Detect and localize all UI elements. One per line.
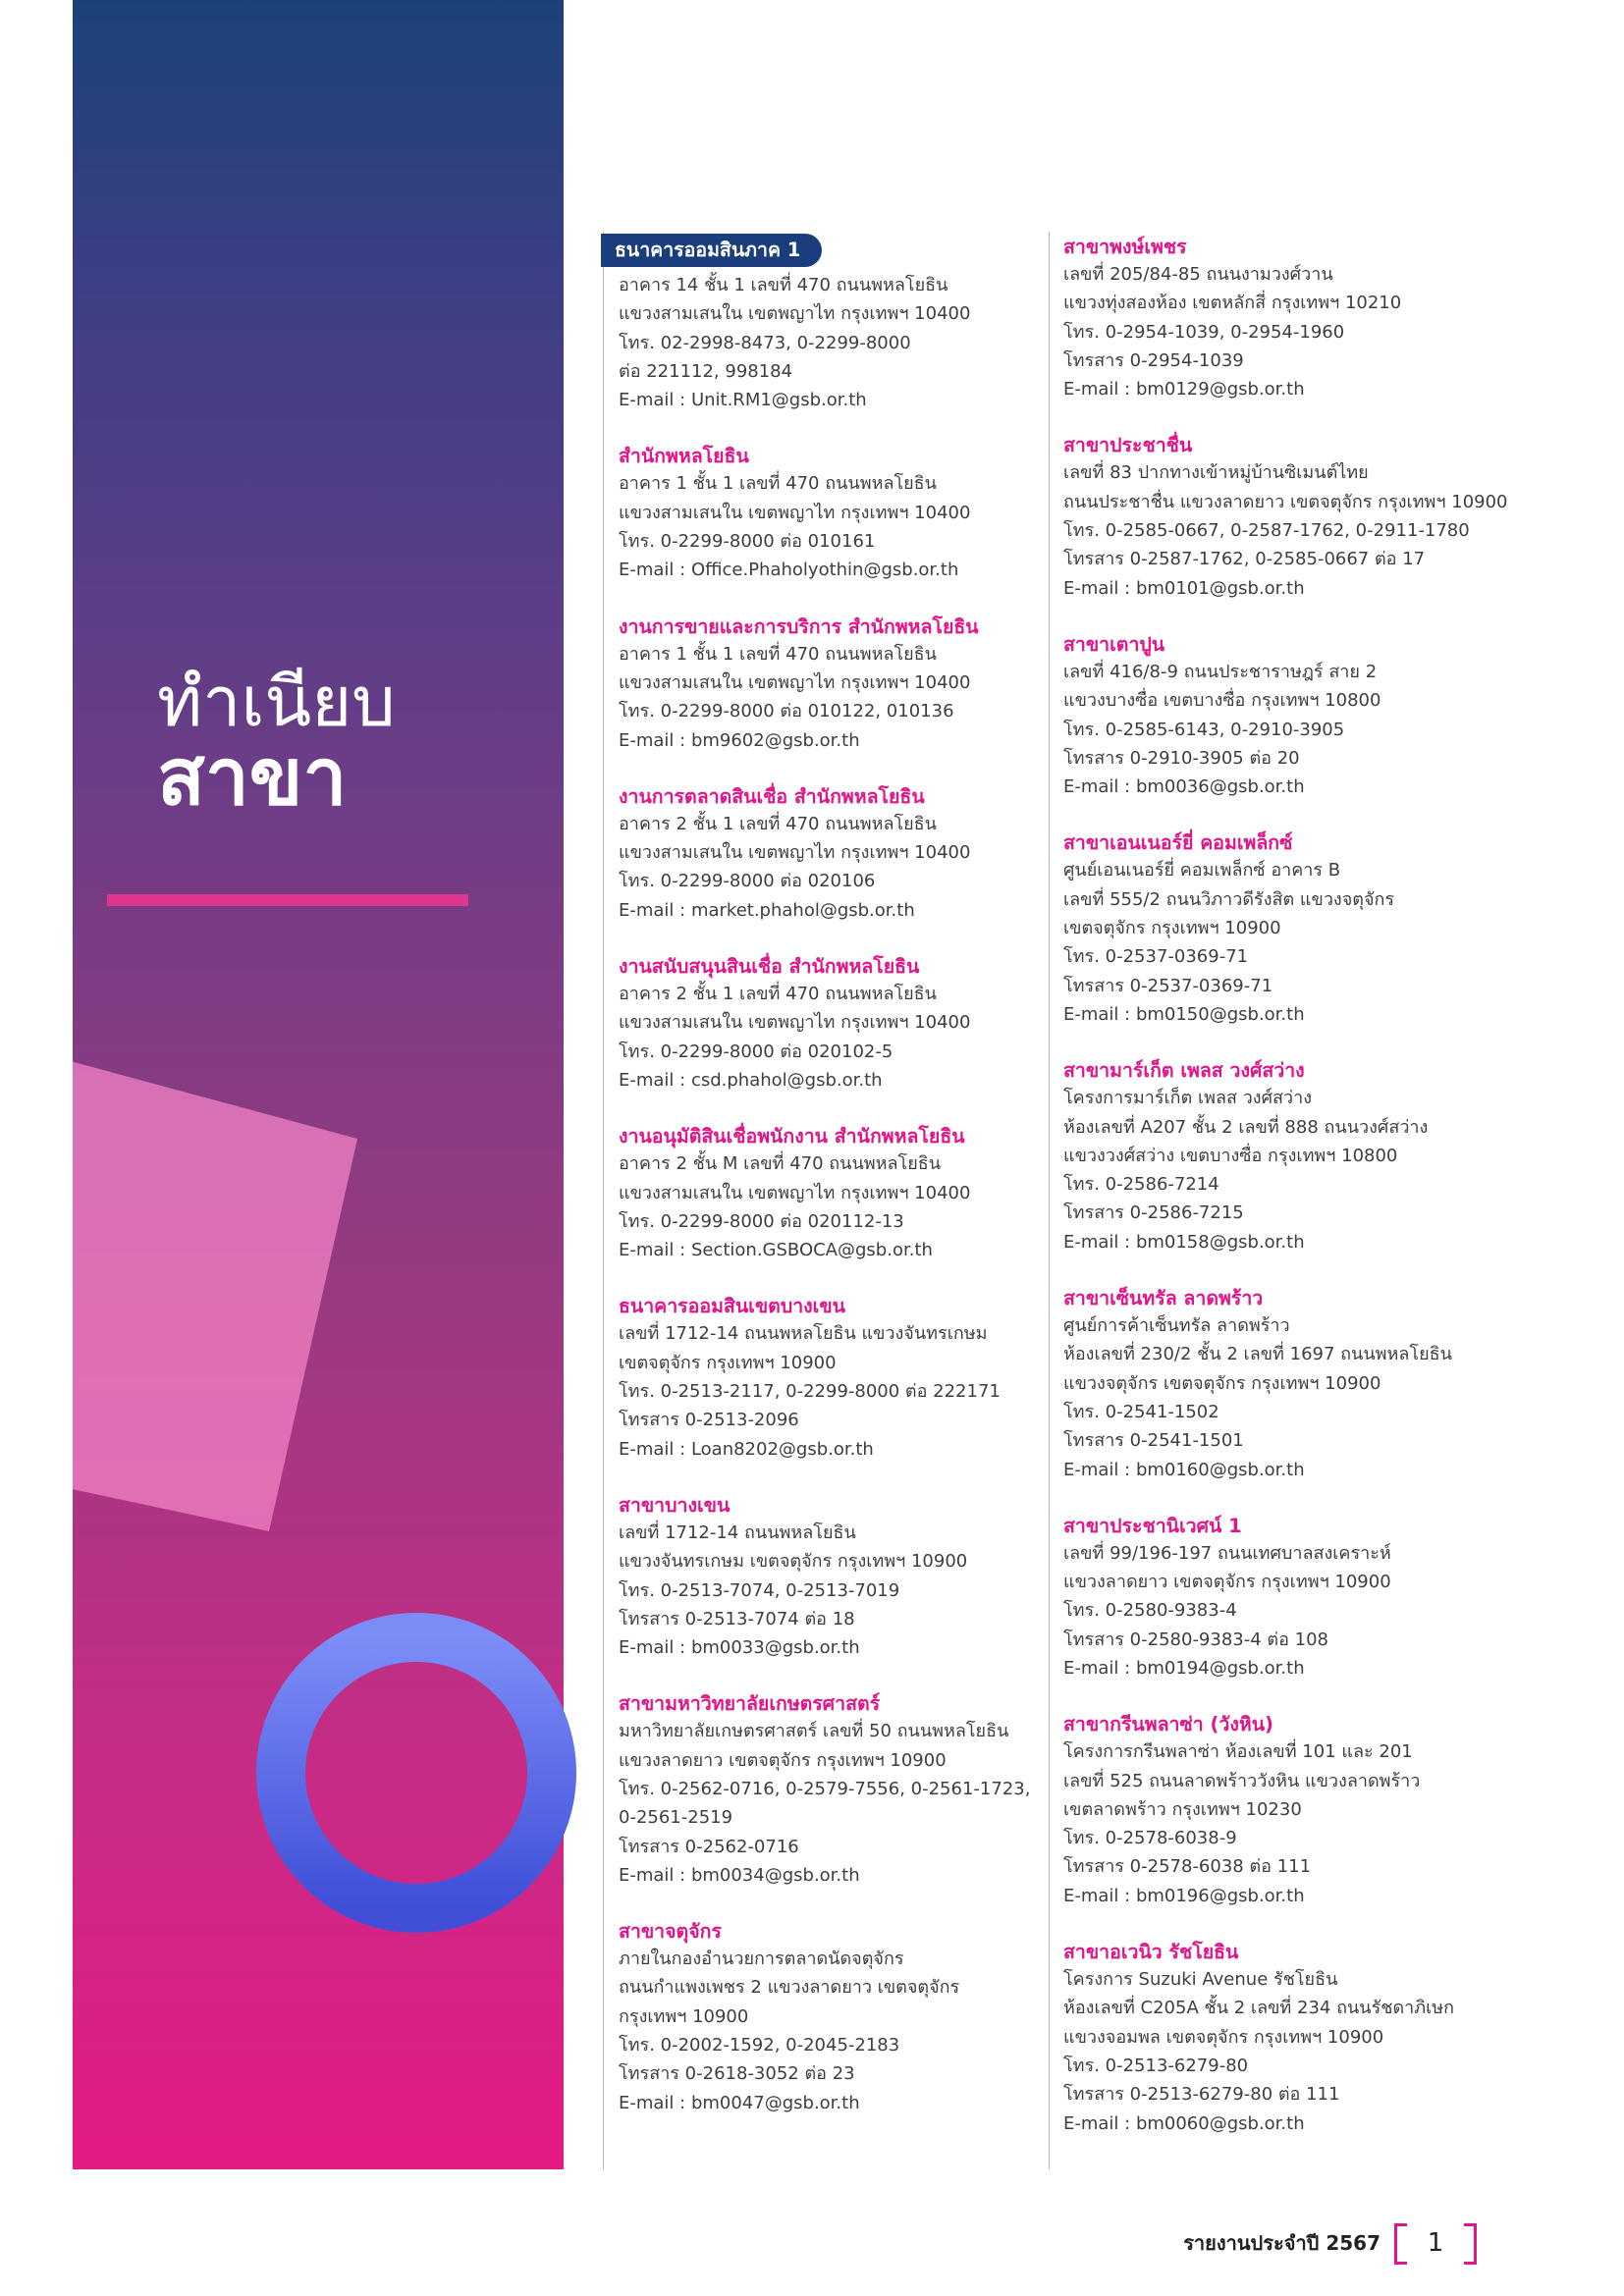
branch-detail-line: โทรสาร 0-2562-0716 — [619, 1836, 799, 1857]
branch-detail-line: เลขที่ 416/8-9 ถนนประชาราษฎร์ สาย 2 — [1063, 661, 1378, 682]
branch-detail-line: โทรสาร 0-2586-7215 — [1063, 1202, 1244, 1224]
branch-entry — [1063, 1939, 1476, 2138]
branch-email[interactable]: E-mail : bm0150@gsb.or.th — [1063, 1003, 1305, 1025]
branch-detail-line: อาคาร 2 ชั้น 1 เลขที่ 470 ถนนพหลโยธิน — [619, 813, 937, 834]
region-badge: ธนาคารออมสินภาค 1 — [601, 234, 822, 267]
branch-detail-line: อาคาร 2 ชั้น M เลขที่ 470 ถนนพหลโยธิน — [619, 1153, 942, 1175]
branch-email[interactable]: E-mail : Loan8202@gsb.or.th — [619, 1438, 874, 1460]
branch-detail-line: แขวงทุ่งสองห้อง เขตหลักสี่ กรุงเทพฯ 10210 — [1063, 293, 1402, 314]
bracket-left-icon — [1394, 2223, 1407, 2265]
side-panel — [73, 0, 564, 2169]
branch-detail-line: โครงการมาร์เก็ต เพลส วงศ์สว่าง — [1063, 1088, 1313, 1109]
branch-entry — [619, 1492, 1031, 1662]
branch-name: สาขาจตุจักร — [619, 1920, 722, 1944]
branch-name: สาขาอเวนิว รัชโยธิน — [1063, 1941, 1239, 1964]
branch-detail-line: เลขที่ 555/2 ถนนวิภาวดีรังสิต แขวงจตุจักร — [1063, 888, 1395, 910]
branch-email[interactable]: E-mail : bm0158@gsb.or.th — [1063, 1231, 1305, 1253]
branch-entry — [619, 1918, 1031, 2117]
branch-detail-line: อาคาร 2 ชั้น 1 เลขที่ 470 ถนนพหลโยธิน — [619, 984, 937, 1005]
branch-detail-line: ห้องเลขที่ A207 ชั้น 2 เลขที่ 888 ถนนวงศ์สว่าง — [1063, 1116, 1429, 1138]
branch-name: งานการตลาดสินเชื่อ สำนักพหลโยธิน — [619, 784, 925, 808]
branch-detail-line: เขตลาดพร้าว กรุงเทพฯ 10230 — [1063, 1798, 1302, 1820]
column-divider-right — [1049, 232, 1050, 2169]
branch-detail-line: โครงการกรีนพลาซ่า ห้องเลขที่ 101 และ 201 — [1063, 1741, 1413, 1763]
branch-detail-line: เลขที่ 205/84-85 ถนนงามวงศ์วาน — [1063, 264, 1333, 285]
page-number: 1 — [1427, 2228, 1444, 2258]
branch-name: สาขาเซ็นทรัล ลาดพร้าว — [1063, 1287, 1264, 1310]
branch-detail-line: แขวงวงศ์สว่าง เขตบางซื่อ กรุงเทพฯ 10800 — [1063, 1145, 1398, 1166]
branch-detail-line: เลขที่ 1712-14 ถนนพหลโยธิน — [619, 1522, 856, 1543]
branch-detail-line: แขวงบางซื่อ เขตบางซื่อ กรุงเทพฯ 10800 — [1063, 690, 1381, 712]
branch-email[interactable]: E-mail : bm0160@gsb.or.th — [1063, 1459, 1305, 1480]
branch-name: สาขาพงษ์เพชร — [1063, 236, 1187, 258]
branch-detail-line: ภายในกองอำนวยการตลาดนัดจตุจักร — [619, 1949, 904, 1970]
branch-detail-line: แขวงลาดยาว เขตจตุจักร กรุงเทพฯ 10900 — [1063, 1572, 1391, 1593]
branch-detail-line: เขตจตุจักร กรุงเทพฯ 10900 — [619, 1352, 837, 1373]
branch-email[interactable]: E-mail : bm0034@gsb.or.th — [619, 1864, 860, 1886]
branch-detail-line: ห้องเลขที่ 230/2 ชั้น 2 เลขที่ 1697 ถนนพหลโยธิน — [1063, 1344, 1452, 1365]
branch-detail-line: แขวงสามเสนใน เขตพญาไท กรุงเทพฯ 10400 — [619, 502, 971, 523]
branch-detail-line: โทร. 0-2585-6143, 0-2910-3905 — [1063, 719, 1345, 740]
branch-detail-line: เขตจตุจักร กรุงเทพฯ 10900 — [1063, 918, 1281, 939]
branch-entry — [1063, 1711, 1476, 1910]
branch-detail-line: โทร. 0-2299-8000 ต่อ 020112-13 — [619, 1210, 904, 1232]
branch-entry — [619, 443, 1031, 584]
branch-name: งานการขายและการบริการ สำนักพหลโยธิน — [619, 614, 979, 638]
branch-detail-line: โทร. 0-2513-2117, 0-2299-8000 ต่อ 222171 — [619, 1381, 1001, 1403]
branch-column-right — [1063, 234, 1508, 2166]
branch-name: ธนาคารออมสินเขตบางเขน — [619, 1295, 845, 1318]
branch-name: สาขาเอนเนอร์ยี่ คอมเพล็กซ์ — [1063, 831, 1293, 855]
branch-detail-line: โทรสาร 0-2537-0369-71 — [1063, 975, 1273, 996]
branch-entry — [619, 1690, 1031, 1890]
branch-detail-line: โทร. 0-2562-0716, 0-2579-7556, 0-2561-1723, — [619, 1778, 1031, 1799]
branch-name: งานอนุมัติสินเชื่อพนักงาน สำนักพหลโยธิน — [619, 1125, 965, 1148]
branch-detail-line: โทร. 0-2299-8000 ต่อ 010161 — [619, 531, 876, 553]
branch-name: สาขาเตาปูน — [1063, 632, 1165, 656]
section-title-line1: ทำเนียบ — [157, 662, 396, 742]
branch-detail-line: โทรสาร 0-2910-3905 ต่อ 20 — [1063, 747, 1300, 769]
branch-email[interactable]: E-mail : Unit.RM1@gsb.or.th — [619, 390, 867, 411]
pink-quad-shape — [73, 982, 465, 1531]
page-number-box — [1394, 2223, 1477, 2263]
branch-entry — [619, 953, 1031, 1095]
branch-detail-line: โทรสาร 0-2578-6038 ต่อ 111 — [1063, 1856, 1312, 1878]
branch-entry — [1063, 1513, 1476, 1682]
branch-detail-line: โทร. 0-2541-1502 — [1063, 1401, 1219, 1422]
branch-email[interactable]: E-mail : market.phahol@gsb.or.th — [619, 899, 915, 921]
branch-entry — [619, 1293, 1031, 1463]
branch-name: สาขาประชานิเวศน์ 1 — [1063, 1514, 1242, 1537]
branch-name: สำนักพหลโยธิน — [619, 445, 749, 468]
branch-detail-line: โทรสาร 0-2618-3052 ต่อ 23 — [619, 2063, 855, 2085]
branch-detail-line: แขวงสามเสนใน เขตพญาไท กรุงเทพฯ 10400 — [619, 303, 971, 325]
branch-detail-line: เลขที่ 83 ปากทางเข้าหมู่บ้านซิเมนต์ไทย — [1063, 462, 1369, 484]
branch-email[interactable]: E-mail : bm0129@gsb.or.th — [1063, 379, 1305, 400]
branch-detail-line: โทร. 0-2513-7074, 0-2513-7019 — [619, 1579, 900, 1601]
branch-email[interactable]: E-mail : bm0047@gsb.or.th — [619, 2092, 860, 2113]
branch-detail-line: กรุงเทพฯ 10900 — [619, 2005, 749, 2027]
branch-detail-line: ศูนย์การค้าเซ็นทรัล ลาดพร้าว — [1063, 1315, 1290, 1337]
branch-entry — [619, 1123, 1031, 1264]
branch-entry — [1063, 829, 1476, 1029]
branch-detail-line: มหาวิทยาลัยเกษตรศาสตร์ เลขที่ 50 ถนนพหลโยธิน — [619, 1721, 1009, 1742]
branch-detail-line: โทร. 0-2299-8000 ต่อ 020106 — [619, 871, 876, 892]
branch-detail-line: ศูนย์เอนเนอร์ยี่ คอมเพล็กซ์ อาคาร B — [1063, 860, 1341, 881]
branch-email[interactable]: E-mail : Section.GSBOCA@gsb.or.th — [619, 1240, 933, 1261]
branch-email[interactable]: E-mail : bm0101@gsb.or.th — [1063, 577, 1305, 599]
branch-detail-line: โทร. 0-2580-9383-4 — [1063, 1600, 1237, 1622]
section-title-line2: สาขา — [157, 731, 348, 824]
page-footer — [1183, 2223, 1477, 2263]
branch-detail-line: โทร. 0-2578-6038-9 — [1063, 1828, 1237, 1849]
branch-detail-line: โทรสาร 0-2587-1762, 0-2585-0667 ต่อ 17 — [1063, 549, 1426, 570]
branch-detail-line: โทร. 0-2299-8000 ต่อ 010122, 010136 — [619, 701, 954, 722]
branch-detail-line: ถนนกำแพงเพชร 2 แขวงลาดยาว เขตจตุจักร — [619, 1977, 960, 1999]
branch-name: สาขากรีนพลาซ่า (วังหิน) — [1063, 1713, 1273, 1736]
branch-email[interactable]: E-mail : bm0033@gsb.or.th — [619, 1637, 860, 1659]
branch-entry — [1063, 1057, 1476, 1256]
accent-line — [107, 894, 468, 906]
branch-detail-line: ถนนประชาชื่น แขวงลาดยาว เขตจตุจักร กรุงเทพฯ 10900 — [1063, 491, 1508, 512]
branch-entry — [619, 783, 1031, 925]
branch-detail-line: แขวงจันทรเกษม เขตจตุจักร กรุงเทพฯ 10900 — [619, 1551, 968, 1573]
branch-detail-line: แขวงสามเสนใน เขตพญาไท กรุงเทพฯ 10400 — [619, 671, 971, 693]
branch-name: สาขามหาวิทยาลัยเกษตรศาสตร์ — [619, 1692, 881, 1716]
branch-detail-line: โทรสาร 0-2580-9383-4 ต่อ 108 — [1063, 1629, 1328, 1650]
branch-detail-line: ต่อ 221112, 998184 — [619, 360, 793, 382]
branch-detail-line: โทรสาร 0-2541-1501 — [1063, 1430, 1244, 1452]
column-divider-left — [603, 232, 604, 2169]
branch-detail-line: โทร. 0-2513-6279-80 — [1063, 2055, 1249, 2076]
branch-detail-line: ห้องเลขที่ C205A ชั้น 2 เลขที่ 234 ถนนรัชดาภิเษก — [1063, 1998, 1455, 2019]
branch-detail-line: อาคาร 1 ชั้น 1 เลขที่ 470 ถนนพหลโยธิน — [619, 473, 937, 495]
branch-detail-line: แขวงจตุจักร เขตจตุจักร กรุงเทพฯ 10900 — [1063, 1372, 1381, 1394]
branch-email[interactable]: E-mail : bm0036@gsb.or.th — [1063, 776, 1305, 798]
branch-detail-line: แขวงสามเสนใน เขตพญาไท กรุงเทพฯ 10400 — [619, 1182, 971, 1203]
branch-email[interactable]: E-mail : csd.phahol@gsb.or.th — [619, 1069, 883, 1091]
branch-detail-line: แขวงสามเสนใน เขตพญาไท กรุงเทพฯ 10400 — [619, 842, 971, 864]
branch-entry — [1063, 234, 1476, 403]
branch-email[interactable]: E-mail : bm0060@gsb.or.th — [1063, 2112, 1305, 2134]
branch-detail-line: เลขที่ 1712-14 ถนนพหลโยธิน แขวงจันทรเกษม — [619, 1323, 988, 1345]
branch-name: สาขาบางเขน — [619, 1493, 731, 1517]
branch-entry — [1063, 1285, 1476, 1484]
branch-column-left — [615, 234, 1031, 2146]
report-label: รายงานประจำปี 2567 — [1183, 2231, 1380, 2255]
branch-detail-line: โทร. 0-2585-0667, 0-2587-1762, 0-2911-1780 — [1063, 520, 1470, 542]
branch-name: งานสนับสนุนสินเชื่อ สำนักพหลโยธิน — [619, 955, 920, 979]
branch-detail-line: โทร. 02-2998-8473, 0-2299-8000 — [619, 332, 911, 353]
branch-detail-line: อาคาร 14 ชั้น 1 เลขที่ 470 ถนนพหลโยธิน — [619, 275, 948, 295]
branch-detail-line: โทรสาร 0-2513-7074 ต่อ 18 — [619, 1608, 855, 1629]
branch-email[interactable]: E-mail : bm0194@gsb.or.th — [1063, 1657, 1305, 1679]
branch-detail-line: แขวงสามเสนใน เขตพญาไท กรุงเทพฯ 10400 — [619, 1012, 971, 1034]
branch-name: สาขาประชาชื่น — [1063, 434, 1193, 457]
branch-entry — [1063, 631, 1476, 801]
bracket-right-icon — [1464, 2223, 1477, 2265]
branch-detail-line: โทร. 0-2586-7214 — [1063, 1174, 1219, 1196]
branch-email[interactable]: E-mail : Office.Phaholyothin@gsb.or.th — [619, 560, 959, 581]
branch-detail-line: โทร. 0-2954-1039, 0-2954-1960 — [1063, 321, 1345, 343]
branch-email[interactable]: E-mail : bm0196@gsb.or.th — [1063, 1885, 1305, 1906]
branch-entry — [1063, 432, 1508, 602]
branch-entry — [615, 234, 1031, 414]
branch-detail-line: 0-2561-2519 — [619, 1807, 733, 1829]
branch-detail-line: โทรสาร 0-2513-2096 — [619, 1410, 799, 1431]
branch-detail-line: อาคาร 1 ชั้น 1 เลขที่ 470 ถนนพหลโยธิน — [619, 643, 937, 665]
section-title — [157, 662, 396, 824]
branch-detail-line: โทรสาร 0-2513-6279-80 ต่อ 111 — [1063, 2084, 1340, 2106]
branch-detail-line: แขวงจอมพล เขตจตุจักร กรุงเทพฯ 10900 — [1063, 2026, 1384, 2048]
branch-detail-line: โครงการ Suzuki Avenue รัชโยธิน — [1063, 1969, 1338, 1991]
branch-name: สาขามาร์เก็ต เพลส วงศ์สว่าง — [1063, 1059, 1305, 1083]
branch-detail-line: โทร. 0-2537-0369-71 — [1063, 946, 1249, 968]
branch-detail-line: แขวงลาดยาว เขตจตุจักร กรุงเทพฯ 10900 — [619, 1749, 947, 1771]
branch-entry — [619, 614, 1031, 755]
branch-detail-line: โทร. 0-2299-8000 ต่อ 020102-5 — [619, 1041, 893, 1062]
branch-email[interactable]: E-mail : bm9602@gsb.or.th — [619, 729, 860, 751]
branch-detail-line: เลขที่ 99/196-197 ถนนเทศบาลสงเคราะห์ — [1063, 1542, 1391, 1564]
branch-detail-line: เลขที่ 525 ถนนลาดพร้าววังหิน แขวงลาดพร้าว — [1063, 1770, 1421, 1791]
branch-detail-line: โทร. 0-2002-1592, 0-2045-2183 — [619, 2035, 900, 2056]
branch-detail-line: โทรสาร 0-2954-1039 — [1063, 349, 1244, 371]
